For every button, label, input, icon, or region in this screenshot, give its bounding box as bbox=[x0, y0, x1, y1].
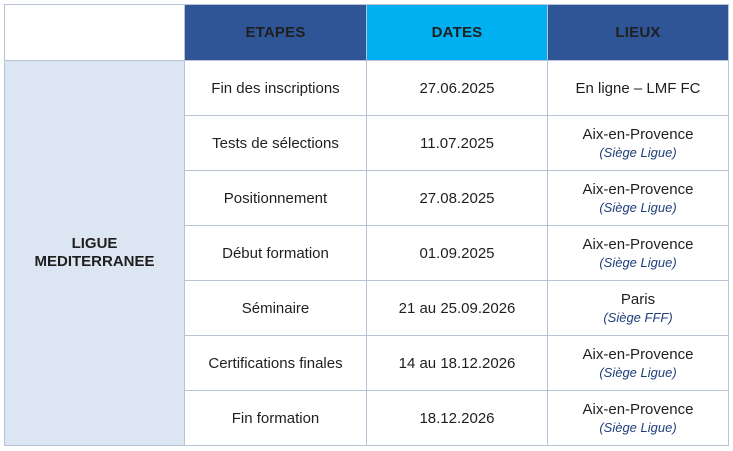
place-name: Aix-en-Provence bbox=[582, 181, 694, 198]
step-cell: Fin formation bbox=[185, 391, 367, 446]
place-cell bbox=[548, 226, 729, 281]
step-cell: Séminaire bbox=[185, 281, 367, 336]
schedule-table bbox=[4, 4, 729, 446]
header-row bbox=[5, 5, 729, 61]
date-cell: 27.08.2025 bbox=[367, 171, 548, 226]
header-steps: ETAPES bbox=[185, 5, 367, 61]
place-venue-note: (Siège FFF) bbox=[603, 310, 673, 325]
place-name: Aix-en-Provence bbox=[582, 401, 694, 418]
place-cell bbox=[548, 171, 729, 226]
place-venue-note: (Siège Ligue) bbox=[599, 255, 677, 270]
date-cell: 21 au 25.09.2026 bbox=[367, 281, 548, 336]
date-cell: 14 au 18.12.2026 bbox=[367, 336, 548, 391]
step-cell: Début formation bbox=[185, 226, 367, 281]
place-cell bbox=[548, 116, 729, 171]
header-places: LIEUX bbox=[548, 5, 729, 61]
place-venue-note: (Siège Ligue) bbox=[599, 365, 677, 380]
league-name-line1: LIGUE bbox=[71, 235, 118, 252]
league-name-cell bbox=[5, 61, 185, 446]
header-dates: DATES bbox=[367, 5, 548, 61]
place-cell bbox=[548, 61, 729, 116]
place-cell bbox=[548, 281, 729, 336]
date-cell: 27.06.2025 bbox=[367, 61, 548, 116]
date-cell: 01.09.2025 bbox=[367, 226, 548, 281]
place-venue-note: (Siège Ligue) bbox=[599, 420, 677, 435]
date-cell: 11.07.2025 bbox=[367, 116, 548, 171]
place-name: Aix-en-Provence bbox=[582, 346, 694, 363]
league-name-line2: MEDITERRANEE bbox=[34, 253, 155, 270]
step-cell: Tests de sélections bbox=[185, 116, 367, 171]
place-venue-note: (Siège Ligue) bbox=[599, 200, 677, 215]
place-name: Aix-en-Provence bbox=[582, 126, 694, 143]
date-cell: 18.12.2026 bbox=[367, 391, 548, 446]
place-name: En ligne – LMF FC bbox=[575, 79, 701, 97]
step-cell: Positionnement bbox=[185, 171, 367, 226]
place-venue-note: (Siège Ligue) bbox=[599, 145, 677, 160]
step-cell: Fin des inscriptions bbox=[185, 61, 367, 116]
place-cell bbox=[548, 336, 729, 391]
table-row bbox=[5, 61, 729, 116]
place-name: Aix-en-Provence bbox=[582, 236, 694, 253]
empty-corner-cell bbox=[5, 5, 185, 61]
place-name: Paris bbox=[620, 291, 656, 308]
step-cell: Certifications finales bbox=[185, 336, 367, 391]
place-cell bbox=[548, 391, 729, 446]
